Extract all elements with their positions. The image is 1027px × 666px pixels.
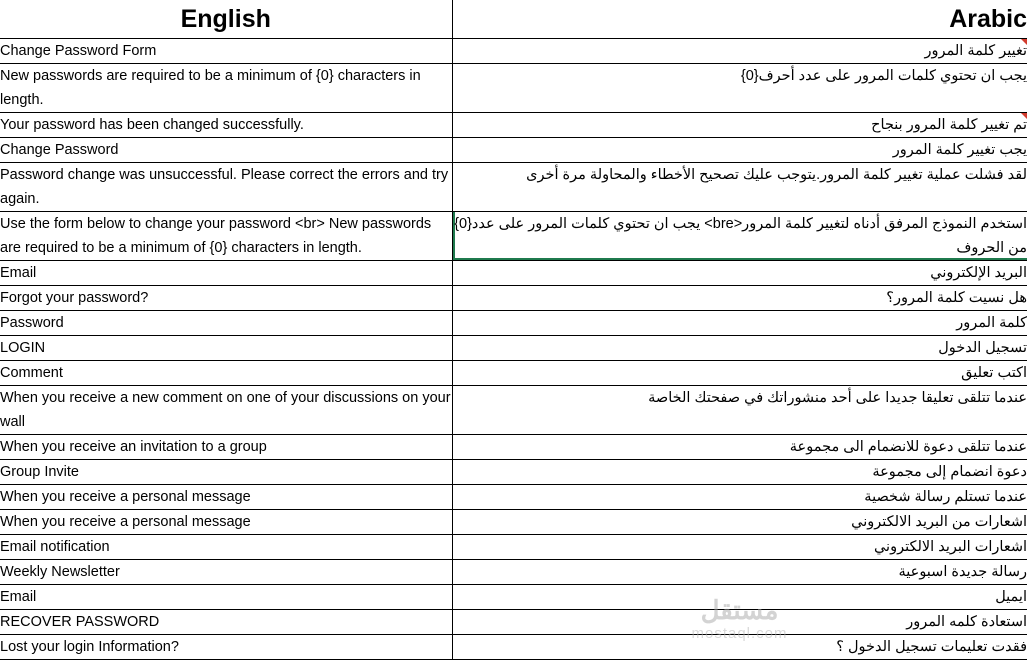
cell-arabic[interactable]: تسجيل الدخول — [452, 336, 1027, 361]
cell-english[interactable]: New passwords are required to be a minimum of {0} characters in length. — [0, 64, 452, 113]
table-row — [0, 635, 1027, 660]
column-header-arabic: Arabic — [452, 0, 1027, 39]
table-row — [0, 261, 1027, 286]
table-row — [0, 113, 1027, 138]
cell-arabic[interactable]: تغيير كلمة المرور — [452, 39, 1027, 64]
cell-arabic[interactable]: كلمة المرور — [452, 311, 1027, 336]
cell-english[interactable]: Comment — [0, 361, 452, 386]
cell-english[interactable]: RECOVER PASSWORD — [0, 610, 452, 635]
cell-arabic[interactable]: دعوة انضمام إلى مجموعة — [452, 460, 1027, 485]
table-row — [0, 361, 1027, 386]
cell-english[interactable]: Your password has been changed successfully. — [0, 113, 452, 138]
cell-arabic[interactable]: يجب ان تحتوي كلمات المرور على عدد أحرف{0} — [452, 64, 1027, 113]
cell-english[interactable]: When you receive a personal message — [0, 510, 452, 535]
watermark-arabic-text: مستقل — [700, 595, 779, 625]
cell-arabic[interactable]: عندما تتلقى تعليقا جديدا على أحد منشوراتك في صفحتك الخاصة — [452, 386, 1027, 435]
column-header-english: English — [0, 0, 452, 39]
cell-arabic[interactable]: هل نسيت كلمة المرور؟ — [452, 286, 1027, 311]
cell-english[interactable]: Email notification — [0, 535, 452, 560]
cell-english[interactable]: Change Password — [0, 138, 452, 163]
cell-english[interactable]: Forgot your password? — [0, 286, 452, 311]
cell-english[interactable]: Email — [0, 585, 452, 610]
table-row — [0, 435, 1027, 460]
cell-arabic[interactable]: اشعارات من البريد الالكتروني — [452, 510, 1027, 535]
table-row — [0, 610, 1027, 635]
cell-arabic[interactable]: استعادة كلمه المرور — [452, 610, 1027, 635]
table-row — [0, 535, 1027, 560]
table-row — [0, 138, 1027, 163]
cell-english[interactable]: Lost your login Information? — [0, 635, 452, 660]
cell-english[interactable]: Change Password Form — [0, 39, 452, 64]
cell-arabic[interactable]: عندما تستلم رسالة شخصية — [452, 485, 1027, 510]
cell-arabic[interactable]: اكتب تعليق — [452, 361, 1027, 386]
cell-arabic[interactable]: استخدم النموذج المرفق أدناه لتغيير كلمة المرور<bre> يجب ان تحتوي كلمات المرور على عدد{0} من الحروف — [452, 212, 1027, 261]
cell-arabic[interactable]: ايميل — [452, 585, 1027, 610]
table-header-row — [0, 0, 1027, 39]
cell-arabic[interactable]: عندما تتلقى دعوة للانضمام الى مجموعة — [452, 435, 1027, 460]
cell-english[interactable]: Password change was unsuccessful. Please correct the errors and try again. — [0, 163, 452, 212]
table-row — [0, 386, 1027, 435]
cell-english[interactable]: LOGIN — [0, 336, 452, 361]
table-row — [0, 39, 1027, 64]
table-row — [0, 560, 1027, 585]
table-row — [0, 585, 1027, 610]
table-row — [0, 336, 1027, 361]
cell-english[interactable]: Email — [0, 261, 452, 286]
table-row — [0, 460, 1027, 485]
cell-english[interactable]: When you receive a new comment on one of your discussions on your wall — [0, 386, 452, 435]
table-row — [0, 485, 1027, 510]
cell-arabic[interactable]: تم تغيير كلمة المرور بنجاح — [452, 113, 1027, 138]
cell-arabic[interactable]: رسالة جديدة اسبوعية — [452, 560, 1027, 585]
cell-arabic[interactable]: اشعارات البريد الالكتروني — [452, 535, 1027, 560]
cell-arabic[interactable]: لقد فشلت عملية تغيير كلمة المرور.يتوجب عليك تصحيح الأخطاء والمحاولة مرة أخرى — [452, 163, 1027, 212]
table-row — [0, 311, 1027, 336]
watermark-domain-text: mostaql.com — [691, 625, 788, 642]
table-body — [0, 39, 1027, 660]
cell-arabic[interactable]: فقدت تعليمات تسجيل الدخول ؟ — [452, 635, 1027, 660]
cell-english[interactable]: Use the form below to change your password <br> New passwords are required to be a minimum of {0} characters in length. — [0, 212, 452, 261]
cell-english[interactable]: When you receive a personal message — [0, 485, 452, 510]
table-row — [0, 510, 1027, 535]
cell-arabic[interactable]: البريد الإلكتروني — [452, 261, 1027, 286]
table-row — [0, 212, 1027, 261]
table-row — [0, 286, 1027, 311]
cell-english[interactable]: Weekly Newsletter — [0, 560, 452, 585]
cell-arabic[interactable]: يجب تغيير كلمة المرور — [452, 138, 1027, 163]
cell-english[interactable]: Group Invite — [0, 460, 452, 485]
cell-english[interactable]: When you receive an invitation to a group — [0, 435, 452, 460]
cell-english[interactable]: Password — [0, 311, 452, 336]
table-row — [0, 64, 1027, 113]
table-row — [0, 163, 1027, 212]
